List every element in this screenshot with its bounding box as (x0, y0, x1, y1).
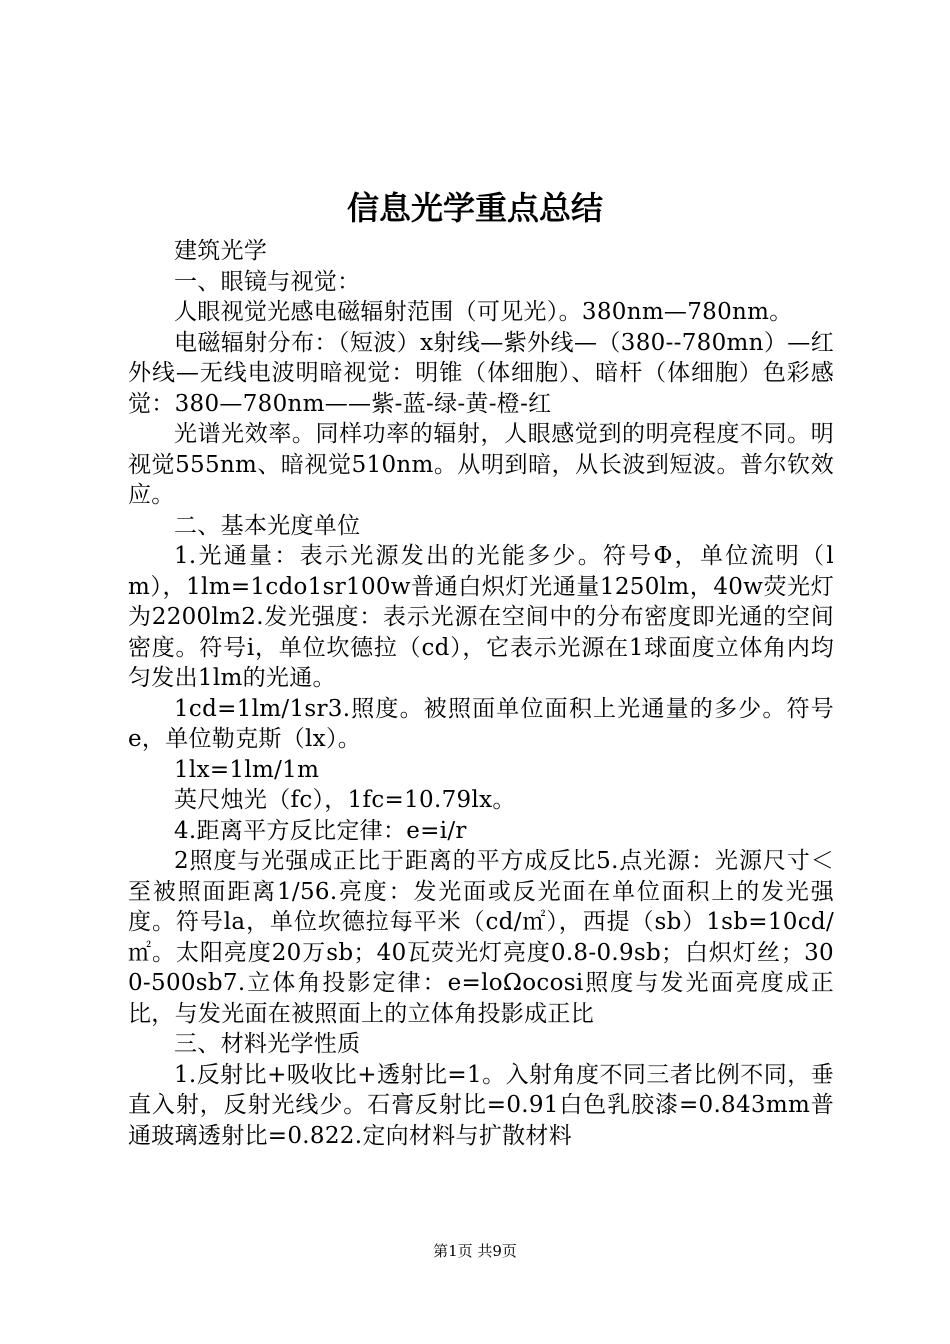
paragraph-heading-material-properties: 三、材料光学性质 (174, 1031, 361, 1057)
document-body (128, 236, 834, 1151)
paragraph-heading-photometric-units: 二、基本光度单位 (174, 512, 361, 539)
paragraph-spectral-efficiency: 光谱光效率。同样功率的辐射，人眼感觉到的明亮程度不同。明视觉555nm、暗视觉510nm。从明到暗，从长波到短波。普尔钦效应。 (128, 421, 834, 508)
paragraph-candela-illuminance: 1cd=1lm/1sr3.照度。被照面单位面积上光通量的多少。符号e，单位勒克斯（lx）。 (128, 695, 834, 752)
paragraph-section-building-optics: 建筑光学 (174, 238, 268, 264)
paragraph-inverse-square-law: 4.距离平方反比定律：e=i/r (174, 817, 467, 844)
paragraph-luminous-flux: 1.光通量：表示光源发出的光能多少。符号Φ，单位流明（lm），1lm=1cdo1sr100w普通白炽灯光通量1250lm，40w荧光灯为2200lm2.发光强度：表示光源在空间中的分布密度即光通的空间密度。符号i，单位坎德拉（cd），它表示光源在1球面度立体角内均匀发出1lm的光通。 (128, 543, 834, 691)
paragraph-heading-vision: 一、眼镜与视觉： (174, 268, 361, 295)
paragraph-luminance: 2照度与光强成正比于距离的平方成反比5.点光源：光源尺寸＜至被照面距离1/56.亮度：发光面或反光面在单位面积上的发光强度。符号la，单位坎德拉每平米（cd/㎡），西提（sb）1sb=10cd/㎡。太阳亮度20万sb；40瓦荧光灯亮度0.8-0.9sb；白炽灯丝；300-500sb7.立体角投影定律：e=loΩocosi照度与发光面亮度成正比，与发光面在被照面上的立体角投影成正比 (128, 848, 834, 1027)
page-footer: 第1页 共9页 (433, 1242, 517, 1260)
document-title: 信息光学重点总结 (346, 189, 603, 227)
paragraph-foot-candle: 英尺烛光（fc），1fc=10.79lx。 (174, 787, 516, 813)
paragraph-visible-range: 人眼视觉光感电磁辐射范围（可见光）。380nm—780nm。 (174, 299, 793, 325)
paragraph-reflectance: 1.反射比+吸收比+透射比=1。入射角度不同三者比例不同，垂直入射，反射光线少。石膏反射比=0.91白色乳胶漆=0.843mm普通玻璃透射比=0.822.定向材料与扩散材料 (128, 1061, 834, 1149)
paragraph-em-distribution: 电磁辐射分布：（短波）x射线—紫外线—（380--780mn）—红外线—无线电波明暗视觉：明锥（体细胞）、暗杆（体细胞）色彩感觉：380—780nm——紫-蓝-绿-黄-橙-红 (128, 329, 834, 417)
paragraph-lux-definition: 1lx=1lm/1m (174, 756, 320, 783)
